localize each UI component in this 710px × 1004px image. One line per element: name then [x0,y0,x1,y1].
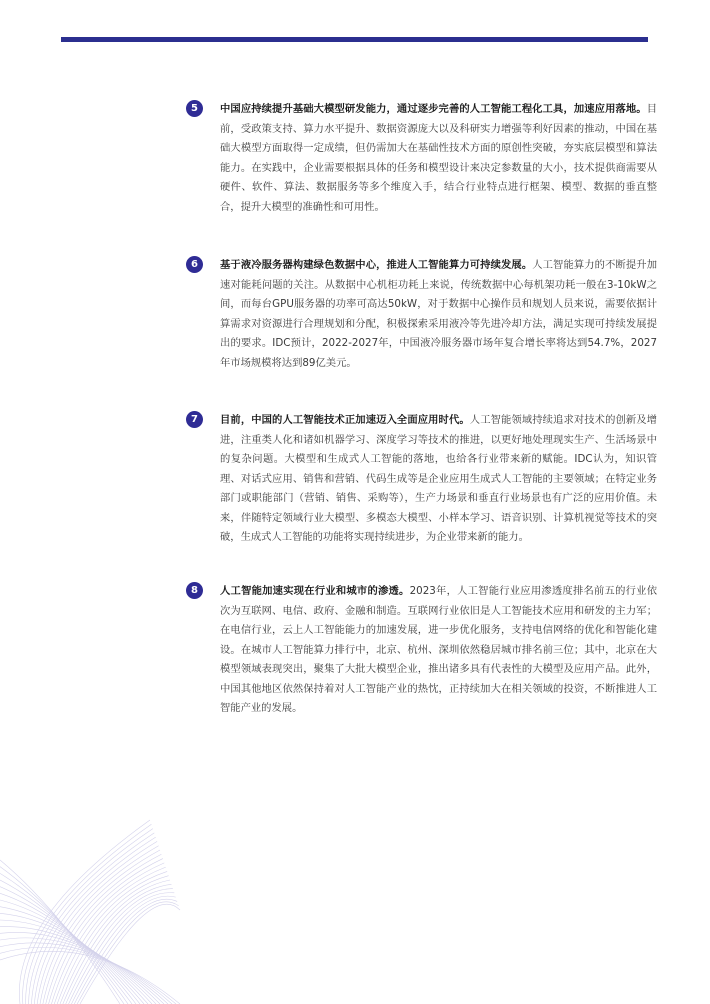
list-item [187,582,657,719]
item-lead: 人工智能加速实现在行业和城市的渗透。 [220,585,410,597]
list-item [187,411,657,548]
item-number-badge: 7 [186,411,203,428]
item-paragraph [220,100,657,217]
item-number-badge: 5 [186,100,203,117]
item-body: 人工智能算力的不断提升加速对能耗问题的关注。从数据中心机柜功耗上来说，传统数据中心每机架功耗一般在3-10kW之间，而每台GPU服务器的功率可高达50kW，对于数据中心操作员和规划人员来说，需要依据计算需求对资源进行合理规划和分配，积极探索采用液冷等先进冷却方法，满足实现可持续发展提出的要求。IDC预计，2022-2027年，中国液冷服务器市场年复合增长率将达到54.7%，2027年市场规模将达到89亿美元。 [220,259,658,369]
header-accent-bar [61,37,648,42]
item-lead: 中国应持续提升基础大模型研发能力，通过逐步完善的人工智能工程化工具，加速应用落地。 [220,103,647,115]
decorative-wave-lines [0,800,200,1004]
item-number-badge: 6 [186,256,203,273]
item-body: 2023年，人工智能行业应用渗透度排名前五的行业依次为互联网、电信、政府、金融和制造。互联网行业依旧是人工智能技术应用和研发的主力军；在电信行业，云上人工智能能力的加速发展，进一步优化服务，支持电信网络的优化和智能化建设。在城市人工智能算力排行中，北京、杭州、深圳依然稳居城市排名前三位；其中，北京在大模型领域表现突出，聚集了大批大模型企业，推出诸多具有代表性的大模型及应用产品。此外，中国其他地区依然保持着对人工智能产业的热忱，正持续加大在相关领域的投资，不断推进人工智能产业的发展。 [220,585,657,714]
item-body: 人工智能领域持续追求对技术的创新及增进，注重类人化和诸如机器学习、深度学习等技术的推进，以更好地处理现实生产、生活场景中的复杂问题。大模型和生成式人工智能的落地，也给各行业带来新的赋能。IDC认为，知识管理、对话式应用、销售和营销、代码生成等是企业应用生成式人工智能的主要领域；在特定业务部门或职能部门（营销、销售、采购等），生产力场景和垂直行业场景也有广泛的应用价值。未来，伴随特定领域行业大模型、多模态大模型、小样本学习、语音识别、计算机视觉等技术的突破，生成式人工智能的功能将实现持续进步，为企业带来新的能力。 [220,414,658,543]
item-lead: 目前，中国的人工智能技术正加速迈入全面应用时代。 [220,414,470,426]
list-item [187,100,657,217]
item-number-badge: 8 [186,582,203,599]
item-paragraph [220,411,657,548]
item-lead: 基于液冷服务器构建绿色数据中心，推进人工智能算力可持续发展。 [220,259,533,271]
item-paragraph [220,582,657,719]
item-body: 目前，受政策支持、算力水平提升、数据资源庞大以及科研实力增强等利好因素的推动，中国在基础大模型方面取得一定成绩，但仍需加大在基础性技术方面的原创性突破，夯实底层模型和算法能力。在实践中，企业需要根据具体的任务和模型设计来决定参数量的大小，技术提供商需要从硬件、软件、算法、数据服务等多个维度入手，结合行业特点进行框架、模型、数据的垂直整合，提升大模型的准确性和可用性。 [220,103,657,213]
list-item [187,256,657,373]
item-paragraph [220,256,657,373]
